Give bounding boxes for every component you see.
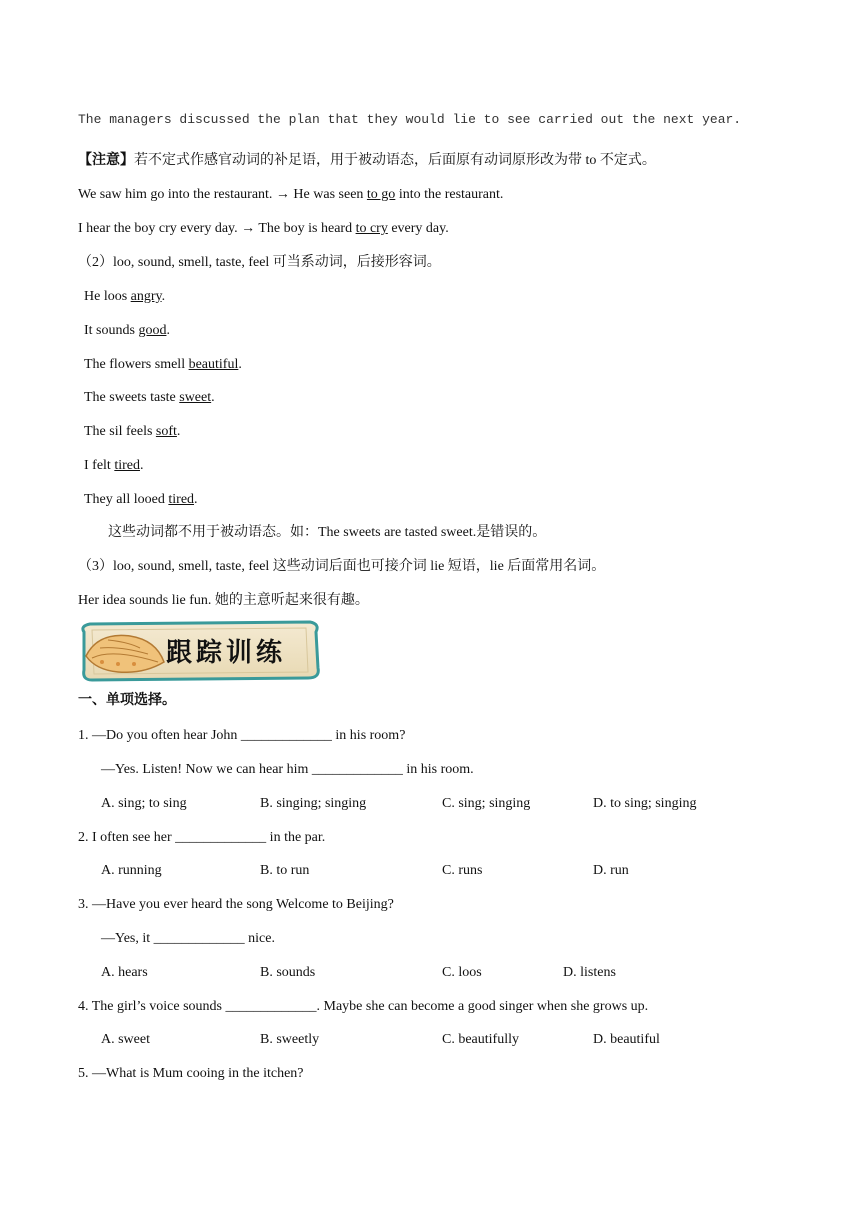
example-text: I felt [84,458,115,473]
question-2-option-c[interactable]: C. runs [442,863,483,878]
example-text: It sounds [84,323,139,338]
question-1-option-a[interactable]: A. sing; to sing [101,796,187,811]
link-example-6 [84,457,143,475]
part-1-title: 一、单项选择。 [78,693,176,708]
example-text: . [211,390,215,405]
example-sentence-mono: The managers discussed the plan that they would lie to see carried out the next year. [78,112,742,127]
question-2-line-1: 2. I often see her _____________ in the par. [78,830,326,845]
question-1-line-1: 1. —Do you often hear John _____________ in his room? [78,728,406,743]
passive-example-2 [78,220,449,238]
example-text: . [238,357,242,372]
question-3-option-b[interactable]: B. sounds [260,965,316,980]
question-1-line-2: —Yes. Listen! Now we can hear him _____________ in his room. [101,762,474,777]
question-2-option-a[interactable]: A. running [101,863,162,878]
question-4-line-1: 4. The girl’s voice sounds _____________. Maybe she can become a good singer when she grows up. [78,999,649,1014]
note-text: 若不定式作感官动词的补足语，用于被动语态，后面原有动词原形改为带 to 不定式。 [134,153,656,168]
underlined-word: angry [130,289,162,304]
question-2-option-d[interactable]: D. run [593,863,629,878]
example-text: I hear the boy cry every day. → The boy is heard [78,221,356,236]
passive-note: 这些动词都不用于被动语态。如：The sweets are tasted sweet.是错误的。 [108,525,547,540]
example-text: The sil feels [84,424,156,439]
example-text: The flowers smell [84,357,189,372]
section-3-title: （3）loo, sound, smell, taste, feel 这些动词后面也可接介词 lie 短语，lie 后面常用名词。 [78,559,606,574]
link-example-5 [84,423,180,441]
question-3-option-d[interactable]: D. listens [563,965,616,980]
underlined-word: tired [168,492,195,507]
example-text: . [176,424,181,439]
link-example-3 [84,356,242,374]
question-3-line-2: —Yes, it _____________ nice. [101,931,275,946]
question-4-option-a[interactable]: A. sweet [101,1032,150,1047]
example-text: every day. [387,221,449,236]
question-2-option-b[interactable]: B. to run [260,863,310,878]
note-paragraph [78,152,656,170]
question-4-option-b[interactable]: B. sweetly [260,1032,320,1047]
underlined-word: soft [155,424,177,439]
underlined-word: tired [114,458,140,473]
question-3-line-1: 3. —Have you ever heard the song Welcome to Beijing? [78,897,394,912]
example-text: They all looed [84,492,169,507]
question-1-option-d[interactable]: D. to sing; singing [593,796,697,811]
question-3-option-a[interactable]: A. hears [101,965,148,980]
question-5-line-1: 5. —What is Mum cooing in the itchen? [78,1066,304,1081]
example-text: into the restaurant. [395,187,504,202]
passive-example-1 [78,186,503,204]
section-2-title: （2）loo, sound, smell, taste, feel 可当系动词，后接形容词。 [78,255,441,270]
section-3-example: Her idea sounds lie fun. 她的主意听起来很有趣。 [78,593,369,608]
link-example-4 [84,389,215,407]
question-1-option-c[interactable]: C. sing; singing [442,796,531,811]
question-1-option-b[interactable]: B. singing; singing [260,796,367,811]
example-text: . [139,458,144,473]
link-example-1 [84,288,165,306]
note-label: 【注意】 [78,153,134,168]
question-3-option-c[interactable]: C. loos [442,965,482,980]
question-4-option-c[interactable]: C. beautifully [442,1032,519,1047]
example-text: We saw him go into the restaurant. → He was seen [78,187,367,202]
example-text: . [161,289,166,304]
underlined-word: good [138,323,167,338]
underlined-word: sweet [179,390,212,405]
underlined-word: to go [366,187,396,202]
section-banner [78,618,322,684]
banner-title: 跟踪训练 [166,638,287,668]
underlined-word: to cry [355,221,388,236]
example-text: . [194,492,198,507]
underlined-word: beautiful [188,357,239,372]
link-example-7 [84,491,198,509]
link-example-2 [84,322,170,340]
example-text: He loos [84,289,131,304]
question-4-option-d[interactable]: D. beautiful [593,1032,660,1047]
example-text: . [166,323,170,338]
example-text: The sweets taste [84,390,180,405]
